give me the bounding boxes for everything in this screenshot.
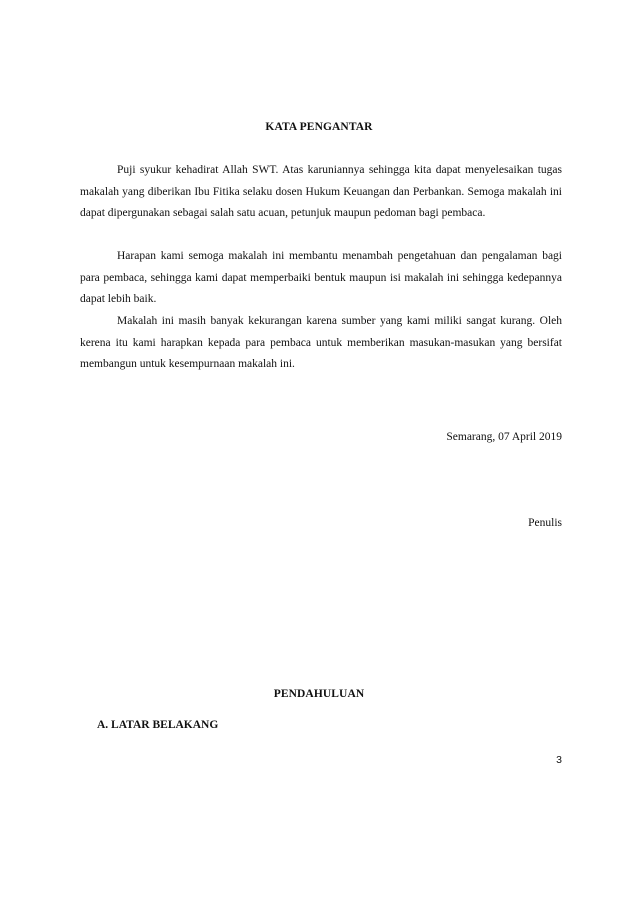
page-number: 3 [556, 754, 562, 766]
signature: Penulis [528, 517, 562, 529]
paragraph-3: Makalah ini masih banyak kekurangan karena sumber yang kami miliki sangat kurang. Oleh kerena itu kami harapkan kepada para pembaca untuk memberikan masukan-masukan yang bersifat membangun untuk kesempurnaan makalah ini. [80, 315, 562, 370]
page-title: KATA PENGANTAR [265, 121, 373, 133]
paragraph-2: Harapan kami semoga makalah ini membantu menambah pengetahuan dan pengalaman bagi para pembaca, sehingga kami dapat memperbaiki bentuk maupun isi makalah ini sehingga kedepannya dapat lebih baik. [80, 250, 562, 305]
subsection-heading: A. LATAR BELAKANG [97, 719, 219, 731]
section-title: PENDAHULUAN [273, 688, 365, 700]
place-date: Semarang, 07 April 2019 [446, 431, 562, 443]
paragraph-1: Puji syukur kehadirat Allah SWT. Atas karuniannya sehingga kita dapat menyelesaikan tugas makalah yang diberikan Ibu Fitika selaku dosen Hukum Keuangan dan Perbankan. Semoga makalah ini dapat dipergunakan sebagai salah satu acuan, petunjuk maupun pedoman bagi pembaca. [80, 164, 562, 219]
